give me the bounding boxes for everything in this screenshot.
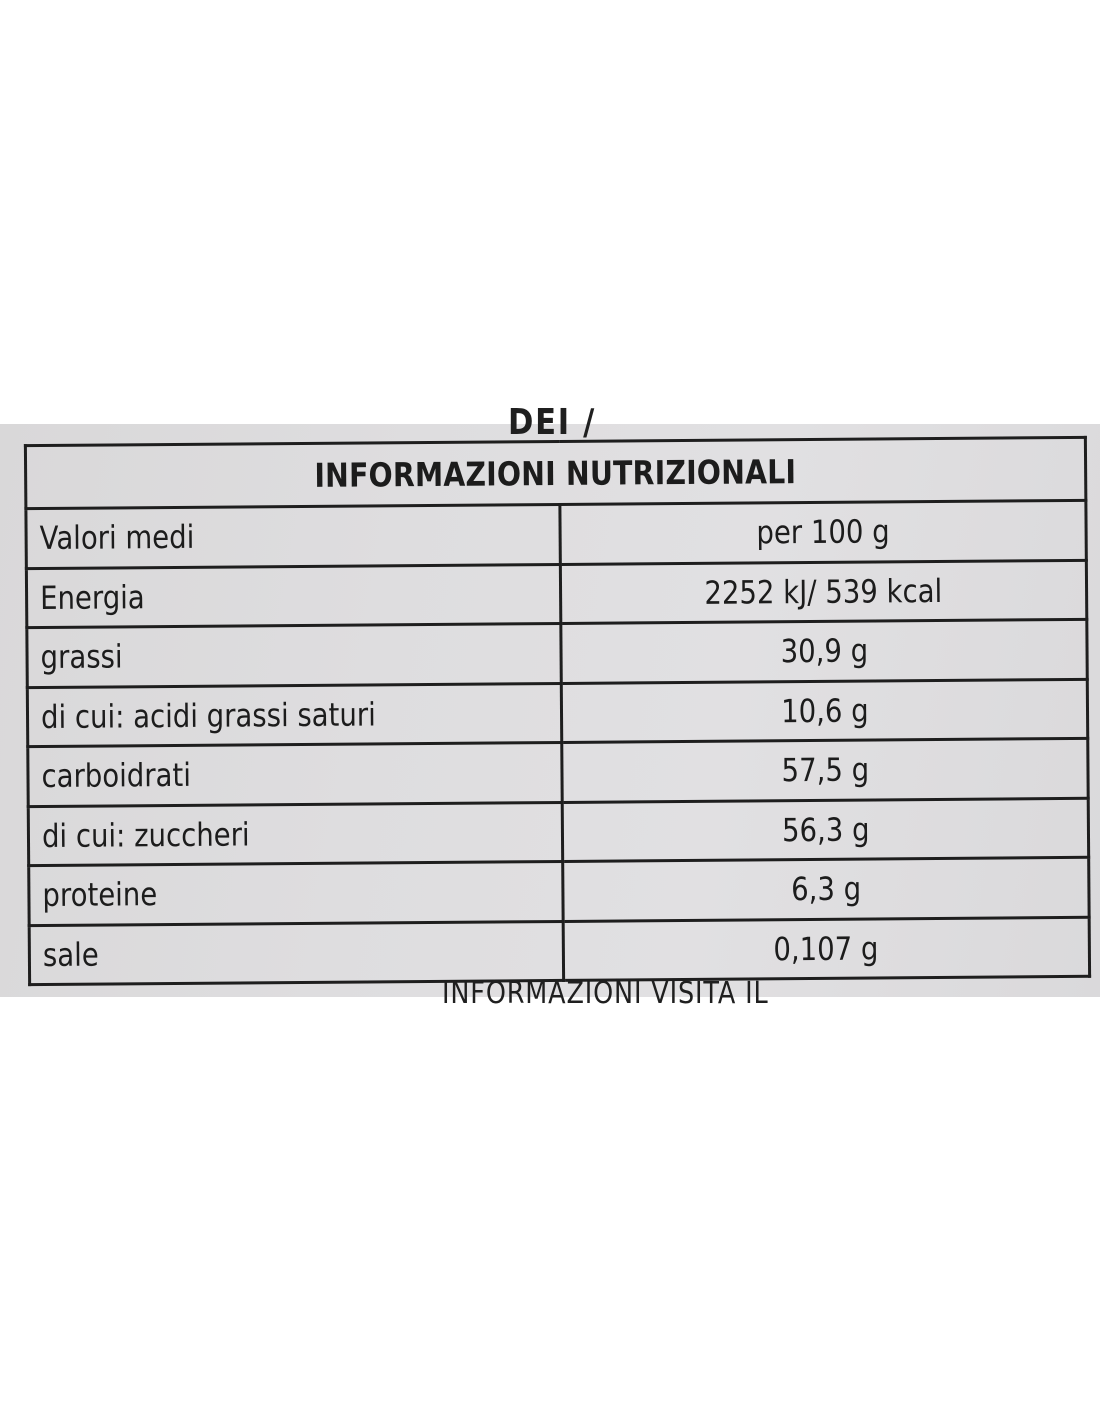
table-row bbox=[26, 560, 1086, 628]
row-value: 6,3 g bbox=[563, 857, 1089, 921]
row-value: per 100 g bbox=[560, 500, 1086, 564]
row-label: Energia bbox=[26, 564, 560, 628]
cropped-header-text: DEI / bbox=[508, 402, 597, 443]
nutrition-table bbox=[24, 436, 1088, 986]
table-row bbox=[29, 917, 1089, 985]
row-label: sale bbox=[29, 921, 563, 985]
table-row bbox=[28, 738, 1088, 806]
label-photo bbox=[0, 402, 1100, 1011]
row-value: 56,3 g bbox=[562, 798, 1088, 862]
table-title: INFORMAZIONI NUTRIZIONALI bbox=[25, 437, 1085, 508]
row-value: 10,6 g bbox=[561, 679, 1087, 743]
table-row bbox=[27, 679, 1087, 747]
row-value: 0,107 g bbox=[563, 917, 1089, 981]
row-label: di cui: acidi grassi saturi bbox=[27, 683, 561, 747]
row-label: carboidrati bbox=[28, 742, 562, 806]
table-row bbox=[29, 857, 1089, 925]
row-value: 30,9 g bbox=[561, 619, 1087, 683]
table-row bbox=[26, 500, 1086, 568]
table-title-row bbox=[25, 437, 1085, 508]
row-value: 57,5 g bbox=[562, 738, 1088, 802]
row-label: grassi bbox=[27, 623, 561, 687]
row-label: Valori medi bbox=[26, 504, 560, 568]
cropped-footer-text: INFORMAZIONI VISITA IL bbox=[442, 976, 769, 1011]
row-label: di cui: zuccheri bbox=[28, 802, 562, 866]
row-label: proteine bbox=[29, 861, 563, 925]
table-row bbox=[27, 619, 1087, 687]
table-row bbox=[28, 798, 1088, 866]
row-value: 2252 kJ/ 539 kcal bbox=[560, 560, 1086, 624]
